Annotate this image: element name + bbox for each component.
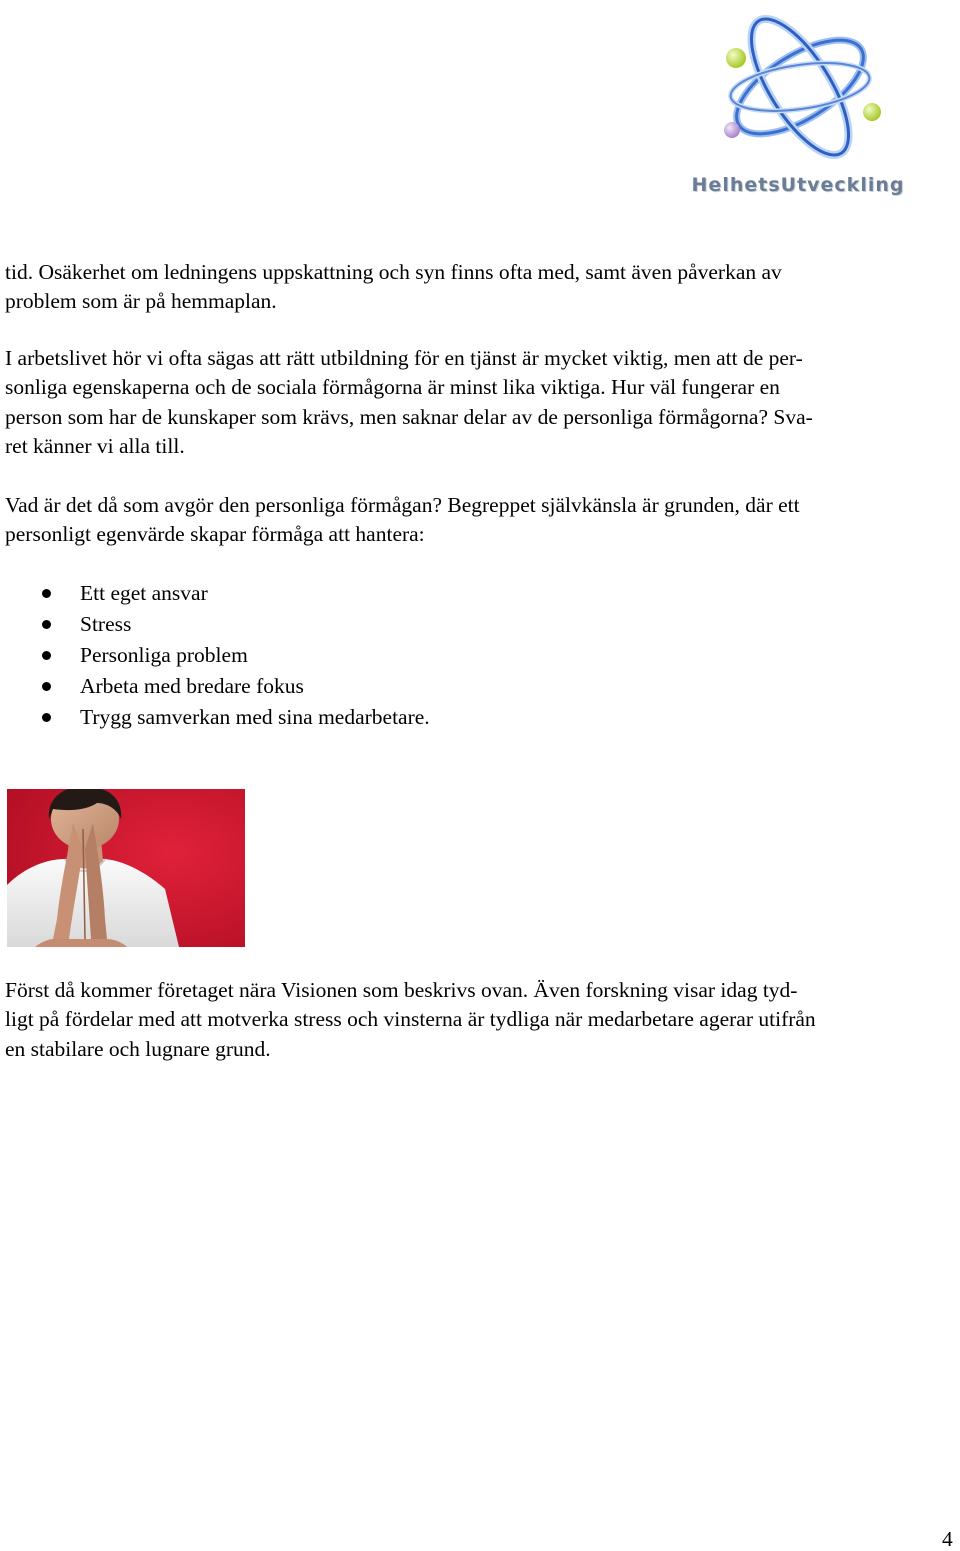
text-line: Först då kommer företaget nära Visionen som beskrivs ovan. Även forskning visar idag tyd-: [5, 978, 798, 1002]
green-orb-icon: [726, 48, 746, 68]
bullet-list: [0, 578, 430, 733]
text-line: person som har de kunskaper som krävs, men saknar delar av de personliga förmågorna? Sva-: [5, 404, 813, 429]
paragraph-intro: [5, 258, 960, 317]
atom-orbit-icon: [640, 2, 955, 177]
text-line: ligt på fördelar med att motverka stress och vinsterna är tydliga när medarbetare agerar utifrån: [5, 1007, 816, 1032]
list-item: [0, 702, 430, 733]
paragraph-closing: [5, 976, 960, 1064]
paragraph-worklife: [5, 344, 960, 461]
bullet-icon: [42, 651, 51, 660]
violet-orb-icon: [724, 122, 740, 138]
text-line: problem som är på hemmaplan.: [5, 289, 277, 314]
list-item: [0, 578, 430, 609]
list-item: [0, 640, 430, 671]
list-item-text: Stress: [80, 612, 132, 636]
paragraph-self-esteem: [5, 491, 960, 550]
praying-man-photo: [7, 789, 245, 947]
bullet-icon: [42, 589, 51, 598]
page-number: 4: [942, 1527, 953, 1551]
text-line: Vad är det då som avgör den personliga förmågan? Begreppet självkänsla är grunden, där ett: [5, 493, 800, 517]
list-item: [0, 671, 430, 702]
text-line: personligt egenvärde skapar förmåga att hantera:: [5, 522, 425, 547]
logo-wordmark: HelhetsUtveckling: [691, 174, 905, 196]
bullet-icon: [42, 620, 51, 629]
text-line: sonliga egenskaperna och de sociala förmågorna är minst lika viktiga. Hur väl fungerar en: [5, 375, 780, 400]
list-item-text: Personliga problem: [80, 643, 248, 667]
text-line: tid. Osäkerhet om ledningens uppskattning och syn finns ofta med, samt även påverkan av: [5, 260, 782, 284]
bullet-icon: [42, 713, 51, 722]
green-orb-icon: [863, 103, 881, 121]
list-item-text: Ett eget ansvar: [80, 581, 208, 605]
list-item-text: Trygg samverkan med sina medarbetare.: [80, 705, 430, 729]
list-item-text: Arbeta med bredare fokus: [80, 674, 304, 698]
helhetsutveckling-logo: [640, 2, 955, 207]
list-item: [0, 609, 430, 640]
text-line: ret känner vi alla till.: [5, 433, 185, 458]
text-line: en stabilare och lugnare grund.: [5, 1036, 271, 1061]
bullet-icon: [42, 682, 51, 691]
text-line: I arbetslivet hör vi ofta sägas att rätt utbildning för en tjänst är mycket viktig, men att de per-: [5, 346, 803, 370]
